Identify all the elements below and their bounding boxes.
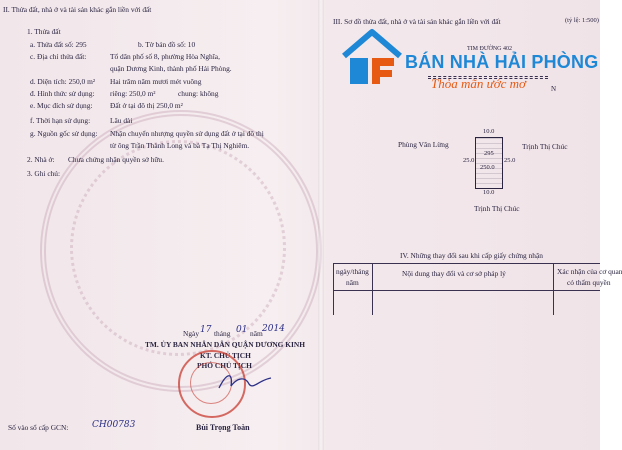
left-neighbor: Phùng Văn Lừng — [398, 140, 449, 149]
col-confirm-line-2: có thẩm quyền — [567, 278, 611, 287]
date-prefix: Ngày — [183, 329, 200, 338]
house-logo-icon — [342, 30, 402, 92]
land-plot — [475, 137, 503, 189]
diagram-scale: (tỷ lệ: 1:500) — [565, 17, 599, 24]
date-month: 01 — [236, 325, 248, 335]
dim-left: 25.0 — [463, 157, 475, 164]
dim-right: 25.0 — [504, 157, 516, 164]
table-col-rule — [333, 263, 334, 315]
table-header-rule — [333, 290, 600, 291]
col-date-line-1: ngày/tháng — [336, 267, 369, 276]
address-label: c. Địa chỉ thửa đất: — [30, 52, 87, 61]
usage-common: chung: không — [178, 89, 219, 98]
col-date-line-2: năm — [346, 278, 359, 287]
usage-private: riêng: 250,0 m² — [110, 89, 156, 98]
term-label: f. Thời hạn sử dụng: — [30, 116, 91, 125]
notes-label: 3. Ghi chú: — [27, 169, 61, 178]
signature — [215, 368, 275, 394]
brand-logo — [336, 30, 599, 114]
background-emblem-inner — [70, 140, 286, 356]
purpose-label: e. Mục đích sử dụng: — [30, 101, 93, 110]
section-2-title: II. Thửa đất, nhà ở và tài sản khác gắn liền với đất — [3, 5, 152, 14]
dim-bottom: 10.0 — [483, 189, 495, 196]
origin-label: g. Nguồn gốc sử dụng: — [30, 129, 98, 138]
section-4-title: IV. Những thay đổi sau khi cấp giấy chứng nhận — [400, 251, 543, 260]
table-col-rule — [553, 263, 554, 315]
section-3-title: III. Sơ đồ thửa đất, nhà ở và tài sản khác gắn liền với đất — [333, 17, 501, 26]
plot-number: 295 — [484, 150, 494, 157]
bottom-neighbor: Trịnh Thị Chúc — [474, 204, 520, 213]
term-value: Lâu dài — [110, 116, 133, 125]
col-content: Nội dung thay đổi và cơ sở pháp lý — [402, 269, 506, 278]
table-col-rule — [372, 263, 373, 315]
address-line-2: quận Dương Kinh, thành phố Hải Phòng. — [110, 64, 232, 73]
registry-label: Số vào sổ cấp GCN: — [8, 423, 69, 432]
plot-area: 250.0 — [480, 164, 495, 171]
usage-form-label: đ. Hình thức sử dụng: — [30, 89, 95, 98]
brand-name: BÁN NHÀ HẢI PHÒNG — [405, 52, 599, 72]
date-month-label: tháng — [214, 329, 231, 338]
house-label: 2. Nhà ở: — [27, 155, 55, 164]
address-line-1: Tổ dân phố số 8, phường Hòa Nghĩa, — [110, 52, 220, 61]
issuing-authority: TM. ỦY BAN NHÂN DÂN QUẬN DƯƠNG KINH — [145, 340, 305, 349]
col-confirm-line-1: Xác nhận của cơ quan — [557, 267, 622, 276]
road-label: TIM ĐƯỜNG 402 — [467, 46, 512, 52]
authority-role-2: PHÓ CHỦ TỊCH — [197, 361, 252, 370]
road-line-2 — [428, 78, 548, 80]
date-year-label: năm — [250, 329, 263, 338]
brand-slogan: Thỏa mãn ước mơ — [431, 76, 526, 91]
right-neighbor: Trịnh Thị Chúc — [522, 142, 568, 151]
map-sheet-number: b. Tờ bản đồ số: 10 — [138, 40, 196, 49]
origin-line-1: Nhận chuyển nhượng quyền sử dụng đất ở tại đô thị — [110, 129, 264, 138]
page-fold — [318, 0, 324, 450]
area-in-words: Hai trăm năm mươi mét vuông — [110, 77, 202, 86]
date-year: 2014 — [262, 324, 285, 334]
registry-number: CH00783 — [92, 420, 136, 430]
area-label: d. Diện tích: 250,0 m² — [30, 77, 96, 86]
date-day: 17 — [200, 325, 212, 335]
purpose-value: Đất ở tại đô thị 250,0 m² — [110, 101, 183, 110]
lot-heading: 1. Thửa đất — [27, 27, 61, 36]
lot-number: a. Thửa đất số: 295 — [30, 40, 87, 49]
dim-top: 10.0 — [483, 128, 495, 135]
signer-name: Bùi Trọng Toàn — [196, 423, 250, 432]
house-value: Chưa chứng nhận quyền sở hữu. — [68, 155, 164, 164]
origin-line-2: từ ông Trần Thành Long và bà Tạ Thị Nghiêm. — [110, 141, 250, 150]
authority-role-1: KT. CHỦ TỊCH — [200, 351, 251, 360]
north-arrow-label: N — [551, 85, 557, 93]
